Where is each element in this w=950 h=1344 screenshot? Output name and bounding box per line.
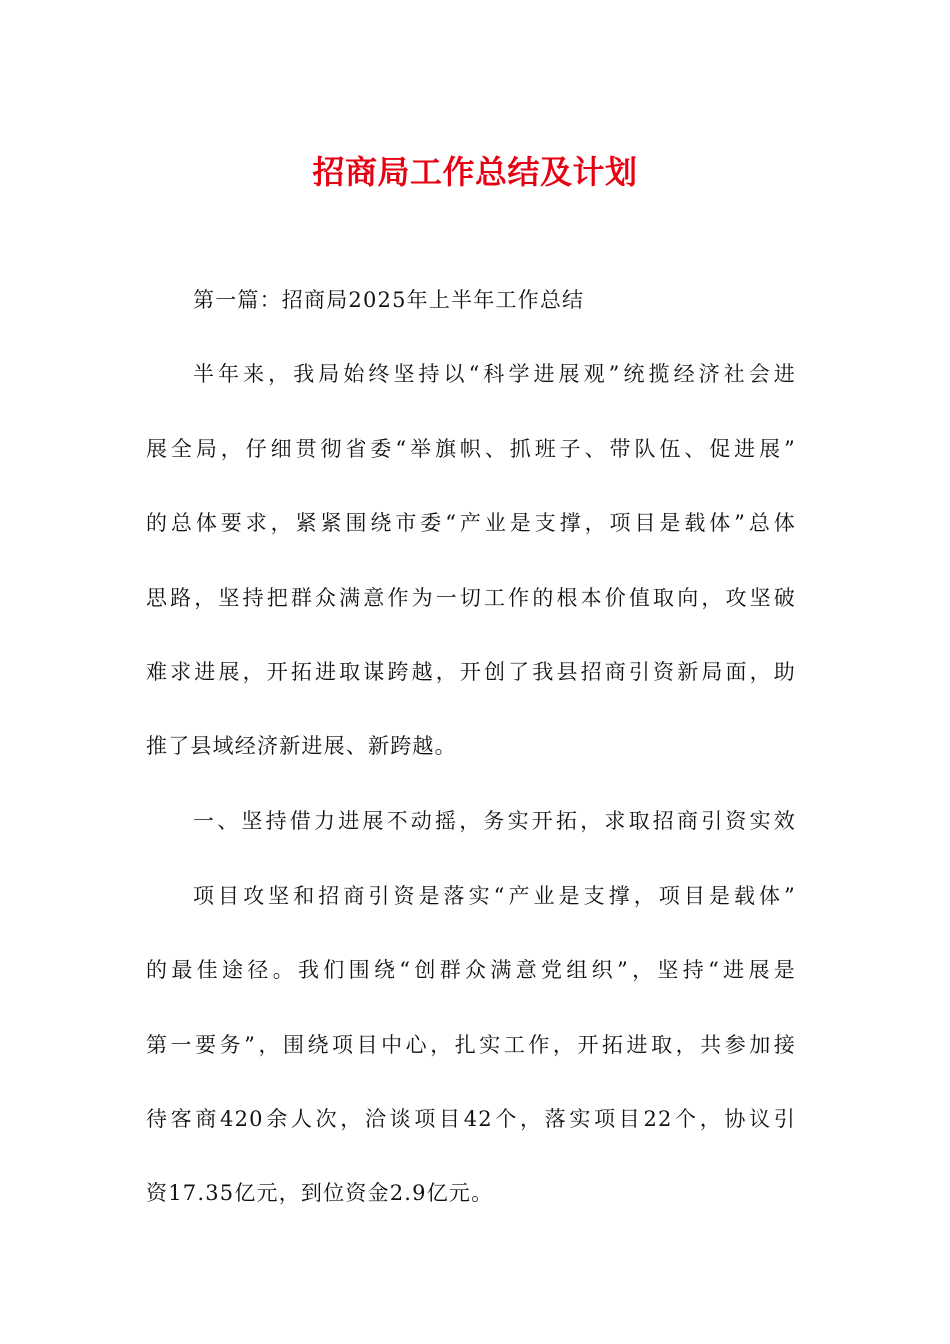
section-heading-part-one: 第一篇：招商局2025年上半年工作总结 xyxy=(193,288,585,312)
section-heading-one: 一、坚持借力进展不动摇，务实开拓，求取招商引资实效 xyxy=(193,809,796,833)
paragraph-line: 资17.35亿元，到位资金2.9亿元。 xyxy=(146,1181,494,1205)
paragraph-line: 思路，坚持把群众满意作为一切工作的根本价值取向，攻坚破 xyxy=(146,586,796,610)
paragraph-line: 待客商420余人次，洽谈项目42个，落实项目22个，协议引 xyxy=(146,1107,796,1131)
paragraph-line: 难求进展，开拓进取谋跨越，开创了我县招商引资新局面，助 xyxy=(146,660,796,684)
document-title: 招商局工作总结及计划 xyxy=(312,153,638,191)
paragraph-line: 半年来，我局始终坚持以“科学进展观”统揽经济社会进 xyxy=(193,362,796,386)
paragraph-line: 项目攻坚和招商引资是落实“产业是支撑，项目是载体” xyxy=(193,884,796,908)
paragraph-line: 第一要务”，围绕项目中心，扎实工作，开拓进取，共参加接 xyxy=(146,1033,796,1057)
paragraph-line: 推了县域经济新进展、新跨越。 xyxy=(146,734,457,758)
paragraph-line: 的最佳途径。我们围绕“创群众满意党组织”，坚持“进展是 xyxy=(146,958,796,982)
paragraph-line: 展全局，仔细贯彻省委“举旗帜、抓班子、带队伍、促进展” xyxy=(146,437,796,461)
paragraph-line: 的总体要求，紧紧围绕市委“产业是支撑，项目是载体”总体 xyxy=(146,511,796,535)
